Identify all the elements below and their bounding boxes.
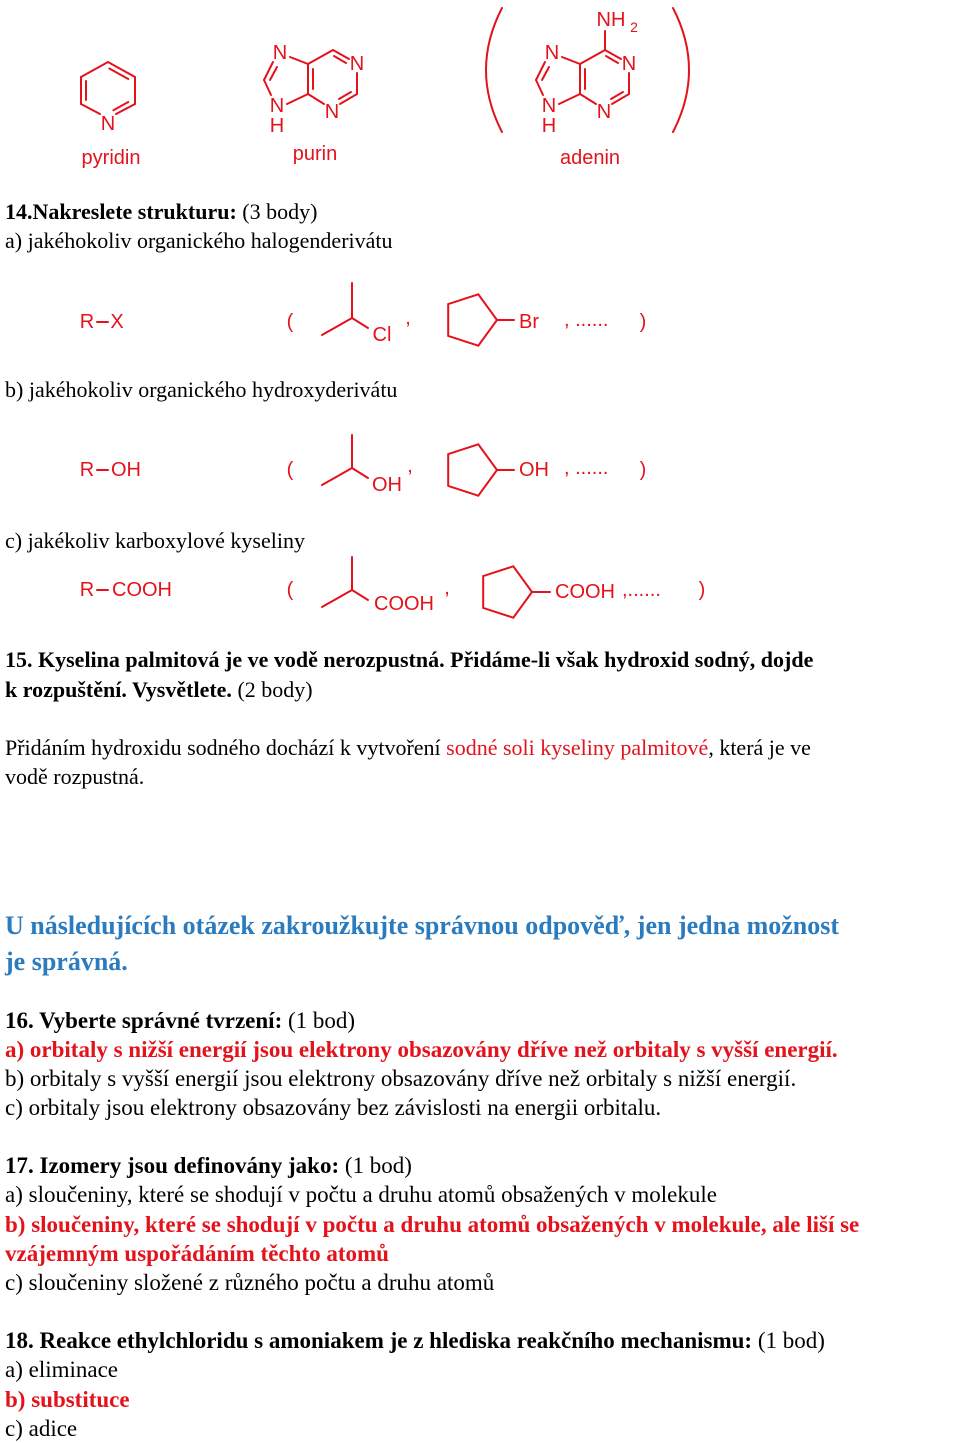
adenine-label: adenin [559, 147, 621, 169]
purine-n9-atom: N [269, 95, 285, 117]
double-bond [542, 67, 549, 80]
q17-title-line [5, 1152, 412, 1180]
separator-comma: , [405, 307, 411, 329]
instructions-heading-line1: U následujících otázek zakroužkujte správnou odpověď, jen jedna možnost [5, 911, 840, 940]
q17-option-b-line1: b) sloučeniny, které se shodují v počtu a druhu atomů obsažených v molekule, ale liší se [5, 1212, 860, 1237]
q14-title-line [5, 199, 317, 225]
q15-answer-line2: vodě rozpustná. [5, 764, 145, 789]
pyridine-label: pyridin [81, 147, 141, 169]
pyridine-n-atom: N [100, 113, 116, 135]
open-paren: ( [286, 579, 294, 601]
close-paren: ) [639, 459, 647, 481]
open-paren: ( [286, 311, 294, 333]
separator-comma: , [407, 455, 413, 477]
q14-title: 14.Nakreslete strukturu: [5, 199, 237, 224]
q17-title: 17. Izomery jsou definovány jako: [5, 1153, 340, 1178]
q16-option-c: c) orbitaly jsou elektrony obsazovány bez závislosti na energii orbitalu. [5, 1095, 662, 1120]
etc-dots: , ...... [564, 457, 609, 479]
chain-bond [322, 468, 352, 485]
bond [264, 80, 271, 95]
bond [308, 94, 324, 104]
q16-title: 16. Vyberte správné tvrzení: [5, 1008, 283, 1033]
cyclopentane-ring [448, 444, 497, 495]
q15-answer-highlight: sodné soli kyseliny palmitové [446, 735, 709, 760]
q18-points: (1 bod) [757, 1328, 825, 1353]
purine-label: purin [292, 143, 338, 165]
chain-bond [352, 590, 368, 600]
chain-substituent: Cl [372, 324, 392, 346]
general-r: R [79, 459, 95, 481]
instructions-heading-line2: je správná. [5, 947, 128, 976]
double-bond [270, 67, 277, 80]
general-group: OH [111, 459, 141, 481]
q18-option-b: b) substituce [5, 1387, 130, 1412]
ring-substituent: COOH [555, 581, 615, 603]
pyridine-ring-bonds [81, 62, 135, 114]
adenine-open-paren [486, 8, 502, 132]
separator-comma: , [444, 577, 450, 599]
adenine-amino-subscript: 2 [630, 19, 638, 35]
q14c-prompt: c) jakékoliv karboxylové kyseliny [5, 528, 305, 553]
purine-structure [264, 42, 364, 165]
purine-h9-atom: H [269, 115, 285, 137]
bond [536, 80, 543, 95]
general-group: X [110, 311, 124, 333]
adenine-amino-group: NH [596, 9, 626, 31]
general-r: R [79, 579, 95, 601]
close-paren: ) [698, 579, 706, 601]
ring-substituent: OH [519, 459, 549, 481]
chain-bond [352, 468, 368, 478]
q17-points: (1 bod) [344, 1153, 412, 1178]
q16-title-line [5, 1007, 355, 1035]
purine-n3-atom: N [324, 101, 340, 123]
chain-bond [322, 590, 352, 607]
adenine-n7-atom: N [544, 42, 560, 64]
chain-substituent: COOH [374, 593, 434, 615]
q14b-structures [80, 435, 647, 496]
q14a-prompt: a) jakéhokoliv organického halogenderivátu [5, 228, 393, 253]
adenine-n3-atom: N [596, 101, 612, 123]
q15-answer-post: , která je ve [708, 735, 811, 760]
q16-points: (1 bod) [288, 1008, 356, 1033]
adenine-structure [536, 9, 638, 137]
bond [290, 57, 308, 64]
q15-points: (2 body) [237, 677, 313, 702]
general-r: R [79, 311, 95, 333]
pyridine-double-bond [109, 69, 128, 80]
cyclopentane-ring [483, 566, 532, 617]
q17-option-b-line2: vzájemným uspořádáním těchto atomů [5, 1241, 389, 1266]
bond [580, 94, 596, 104]
adenine-close-paren [673, 8, 689, 132]
cyclopentane-ring [448, 294, 497, 345]
bond [308, 50, 333, 64]
purine-n7-atom: N [272, 42, 288, 64]
bond [612, 94, 629, 104]
open-paren: ( [286, 459, 294, 481]
q14c-structures [80, 557, 706, 618]
adenine-n1-atom: N [621, 53, 637, 75]
q18-title: 18. Reakce ethylchloridu s amoniakem je z hlediska reakčního mechanismu: [5, 1328, 753, 1353]
q14-points: (3 body) [242, 199, 318, 224]
q15-answer-pre: Přidáním hydroxidu sodného dochází k vytvoření [5, 735, 447, 760]
q16-option-a: a) orbitaly s nižší energií jsou elektrony obsazovány dříve než orbitaly s vyšší energií. [5, 1037, 838, 1062]
pyridine-structure [81, 62, 140, 169]
bond [580, 50, 605, 64]
adenine-h9-atom: H [541, 115, 557, 137]
q18-title-line [5, 1327, 825, 1355]
adenine-n9-atom: N [541, 95, 557, 117]
bond [287, 94, 308, 104]
etc-dots: ,...... [622, 579, 661, 601]
q14b-prompt: b) jakéhokoliv organického hydroxyderivátu [5, 377, 398, 402]
q17-option-a: a) sloučeniny, které se shodují v počtu a druhu atomů obsažených v molekule [5, 1182, 717, 1207]
q18-option-a: a) eliminace [5, 1357, 119, 1382]
etc-dots: , ...... [564, 309, 609, 331]
purine-n1-atom: N [349, 53, 365, 75]
ring-substituent: Br [519, 311, 539, 333]
chain-substituent: OH [372, 474, 402, 496]
q15-answer-line1 [5, 735, 811, 761]
q18-option-c: c) adice [5, 1416, 78, 1441]
bond [562, 57, 580, 64]
q15-question-line1: 15. Kyselina palmitová je ve vodě nerozpustná. Přidáme-li však hydroxid sodný, dojde [5, 647, 814, 672]
bond [559, 94, 580, 104]
general-group: COOH [112, 579, 172, 601]
bond [340, 94, 357, 104]
q17-option-c: c) sloučeniny složené z různého počtu a druhu atomů [5, 1270, 495, 1295]
q14a-structures [80, 283, 647, 346]
chain-bond [352, 318, 368, 328]
chain-bond [322, 318, 352, 335]
q15-question-line2 [5, 677, 313, 703]
q16-option-b: b) orbitaly s vyšší energií jsou elektrony obsazovány dříve než orbitaly s nižší energií. [5, 1066, 797, 1091]
q15-question-end: k rozpuštění. Vysvětlete. [5, 677, 232, 702]
close-paren: ) [639, 311, 647, 333]
